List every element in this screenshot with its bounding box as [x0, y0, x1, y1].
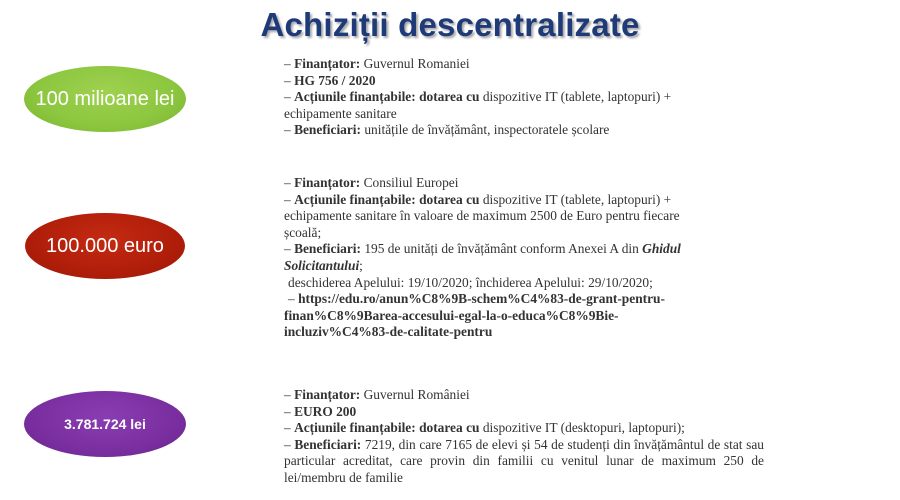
dates-line: deschiderea Apelului: 19/10/2020; închiderea Apelului: 29/10/2020; — [288, 274, 653, 290]
amount-oval-3 — [24, 391, 186, 457]
beneficiaries-line: – Beneficiari: 195 de unități de învățământ conform Anexei A din Ghidul — [284, 241, 681, 257]
beneficiaries-line-cont: Solicitantului; — [284, 257, 363, 273]
decision-line: – HG 756 / 2020 — [284, 72, 376, 88]
actions-line: – Acțiunile finanțabile: dotarea cu dispozitive IT (tablete, laptopuri) + — [284, 89, 672, 105]
actions-line-cont: echipamente sanitare — [284, 105, 397, 121]
beneficiaries-line: – Beneficiari: unitățile de învățământ, inspectoratele școlare — [284, 122, 610, 138]
details-block-1 — [284, 56, 764, 139]
actions-line: – Acțiunile finanțabile: dotarea cu dispozitive IT (tablete, laptopuri) + — [284, 191, 672, 207]
amount-label-1: 100 milioane lei — [35, 87, 175, 110]
link-line-cont[interactable] — [284, 324, 764, 341]
amount-label-3: 3.781.724 lei — [64, 416, 146, 432]
link-text-1[interactable]: https://edu.ro/anun%C8%9B-schem%C4%83-de-grant-pentru- — [298, 291, 665, 307]
link-line[interactable]: – https://edu.ro/anun%C8%9B-schem%C4%83-de-grant-pentru- — [288, 291, 665, 307]
actions-line-cont: școală; — [284, 224, 322, 240]
actions-line: – Acțiunile finanțabile: dotarea cu dispozitive IT (desktopuri, laptopuri); — [284, 420, 685, 436]
funder-line: – Finanțator: Consiliul Europei — [284, 175, 459, 190]
details-block-2 — [284, 175, 764, 341]
amount-oval-1 — [24, 66, 186, 132]
beneficiaries-line: – Beneficiari: 7219, din care 7165 de elevi și 54 de studenți din învățământul de stat sau particular acreditat, care provin din familii cu venitul lunar de maximum 250 de lei/membru de familie — [284, 436, 764, 485]
amount-label-2: 100.000 euro — [46, 234, 164, 257]
program-line: – EURO 200 — [284, 403, 357, 419]
actions-line-cont: echipamente sanitare în valoare de maximum 2500 de Euro pentru fiecare — [284, 208, 680, 224]
page-title: Achiziții descentralizate — [260, 6, 640, 43]
amount-oval-2 — [25, 213, 185, 279]
link-text-3[interactable]: incluziv%C4%83-de-calitate-pentru — [284, 324, 493, 340]
link-text-2[interactable]: finan%C8%9Barea-accesului-egal-la-o-educa%C8%9Bie- — [284, 307, 619, 323]
link-line-cont[interactable] — [284, 308, 764, 325]
funder-line: – Finanțator: Guvernul României — [284, 387, 470, 402]
details-block-3 — [284, 387, 764, 487]
funder-line: – Finanțator: Guvernul Romaniei — [284, 56, 470, 71]
